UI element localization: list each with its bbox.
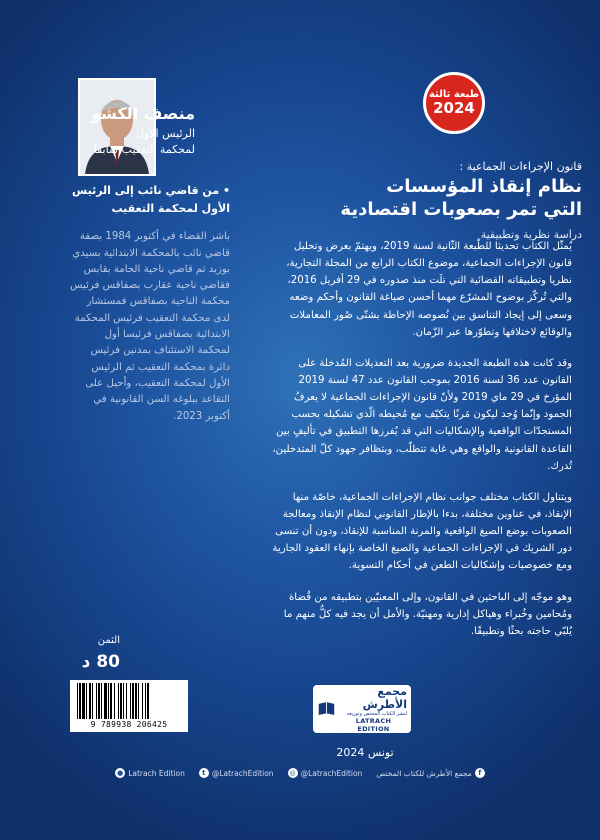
barcode-bar <box>104 683 107 719</box>
barcode-bar <box>89 683 91 719</box>
title-kicker: قانون الإجراءات الجماعية : <box>459 160 582 173</box>
publisher-name-en: LATRACH EDITION <box>355 717 392 733</box>
barcode-bar <box>101 683 102 719</box>
publisher-subtitle: لنشر الكتاب المختص وتوزيعه <box>346 711 407 717</box>
barcode-bar <box>123 683 124 719</box>
book-description <box>272 238 572 654</box>
price-label: الثمن <box>97 635 120 646</box>
barcode-bar <box>132 683 134 719</box>
author-bio <box>70 182 230 425</box>
footer-web[interactable] <box>115 768 185 778</box>
web-icon: ● <box>117 769 124 777</box>
isbn-number: 9 789938 206425 <box>90 720 168 729</box>
author-role-line2: لمحكمة التعقيب سابقا <box>93 142 195 156</box>
main-title-line2: التي تمر بصعوبات اقتصادية <box>340 199 582 221</box>
footer-instagram[interactable] <box>288 768 363 778</box>
barcode-bar <box>135 683 137 719</box>
barcode-bar <box>86 683 87 719</box>
publisher-name-ar: مجمع الأطرش <box>362 685 407 711</box>
edition-label: طبعة ثالثة <box>428 89 480 101</box>
barcode-icon <box>75 683 183 719</box>
barcode-bar <box>118 683 119 719</box>
barcode-bar <box>120 683 122 719</box>
description-paragraph-3: ويتناول الكتاب مختلف جوانب نظام الإجراءات الجماعية، خاصّة منها الإنقاذ، في عناوين مختلفة، بدءا بالإطار القانوني لنظام الإنقاذ ومعالجة الصعوبات بوضع الصيغ الواقعية والمرنة المناسبة للإنقاذ، ودون أن تنسى دور الشريك في الإجراءات الجماعية والصيغ الخاصة بإنهاء العقود الجارية ومع خصوصيات وإشكاليات الطعن في أحكام التسوية. <box>272 491 572 572</box>
title-tagline: دراسة نظرية وتطبيقية <box>480 227 582 241</box>
main-title <box>252 175 582 222</box>
footer-web-text: Latrach Edition <box>128 768 185 778</box>
footer-facebook[interactable] <box>376 768 484 778</box>
isbn-barcode <box>70 680 188 732</box>
footer-facebook-text: مجمع الأطرش للكتاب المختص <box>376 768 472 778</box>
publisher-logo <box>313 685 411 733</box>
edition-year: 2024 <box>433 99 475 118</box>
social-footer <box>0 760 600 786</box>
imprint-city-year: تونس 2024 <box>336 746 394 759</box>
footer-twitter[interactable] <box>199 768 274 778</box>
description-paragraph-4: وهو موجّه إلى الباحثين في القانون، وإلى المعنيّين بتطبيقه من قُضاة ومُحامين وخُبراء وهياكل إدارية ومهنيّة. والأمل أن يجد فيه كلٌّ منهم ما يُلبّي حاجته بحثًا وتطبيقًا. <box>283 591 572 637</box>
barcode-bar <box>98 683 100 719</box>
barcode-bar <box>147 683 149 719</box>
barcode-bar <box>130 683 131 719</box>
barcode-bar <box>77 683 78 719</box>
author-role <box>35 126 195 158</box>
price-value: 80 د <box>81 652 120 672</box>
author-info <box>35 104 195 158</box>
publisher-text <box>340 685 407 733</box>
barcode-bar <box>108 683 109 719</box>
barcode-bar <box>82 683 85 719</box>
facebook-icon: f <box>475 768 485 778</box>
book-icon <box>317 698 336 720</box>
bio-text: باشر القضاء في أكتوبر 1984 بصفة قاضي نائب بالمحكمة الابتدائية بسيدي بوزيد ثم قاضي ناحية الحامة بقابس فقاضي ناحية عقارب بصفاقس فرئيس محكمة الناحية بصفاقس فمستشار لدى محكمة التعقيب فرئيس المحكمة الابتدائية بصفاقس فرئيسا أول لمحكمة الاستئناف بمدنين فرئيس دائرة بمحكمة التعقيب ثم الرئيس الأول لمحكمة التعقيب، وأحيل على التقاعد ببلوغه السن القانونية في أكتوبر 2023. <box>69 231 230 422</box>
instagram-icon: ◎ <box>289 769 296 777</box>
barcode-bar <box>145 683 146 719</box>
footer-instagram-text: @LatrachEdition <box>300 768 363 778</box>
barcode-bar <box>142 683 143 719</box>
book-title-block <box>252 160 582 241</box>
price-block <box>70 635 120 672</box>
author-role-line1: الرئيس الأول <box>135 127 195 140</box>
footer-twitter-text: @LatrachEdition <box>211 768 274 778</box>
bio-heading: • من قاضي نائب إلى الرئيس الأول لمحكمة التعقيب <box>72 184 230 215</box>
author-name: منصف الكشو <box>91 104 195 123</box>
twitter-icon: t <box>199 768 209 778</box>
barcode-bar <box>114 683 115 719</box>
edition-badge <box>423 72 485 134</box>
barcode-bar <box>96 683 97 719</box>
description-paragraph-1: يُمثّل الكتاب تحديثا للطّبعة الثّانية لسنة 2019، ويهتمّ بعرض وتحليل قانون الإجراءات الجماعية، موضوع الكتاب الرابع من المجلة التجارية، نظريا وتطبيقاته القضائية التي تلَت منذ صدوره في 29 أفريل 2016، والتي تُركّز بوضوح المشرّع مهما أحسن صياغة القانون وأحكم وضعه وسعى إلى إيجاد التناسق بين نُصوصه الإحاطة بشتّى صُور المعاملات والوقائع لاختلافها وتطوّرها عبر الزّمان. <box>286 241 572 338</box>
barcode-bar <box>110 683 112 719</box>
barcode-bar <box>138 683 139 719</box>
barcode-bar <box>79 683 81 719</box>
barcode-bar <box>92 683 93 719</box>
barcode-bar <box>126 683 127 719</box>
main-title-line1: نظام إنقاذ المؤسسات <box>386 176 582 197</box>
description-paragraph-2: وقد كانت هذه الطبعة الجديدة ضرورية بعد التعديلات المُدخلة على القانون عدد 36 لسنة 2016 بموجب القانون عدد 47 لسنة 2019 المؤرخ في 29 ماي 2019 ولأنّ قانون الإجراءات الجماعية لا يعرفُ الجمود وإنّما وُجد ليكون مَرنًا يتكيّف مع مُحيطه الّذي تشكيله بحسب المستجدّات الواقعية والإشكاليات التي قد يُفرزها التطبيق في تأليفٍ بين القاعدة القانونية والواقع وهي غاية تتطلّب، وبتظافر جهود كلّ المتدخلين، تُدرك. <box>272 357 572 472</box>
